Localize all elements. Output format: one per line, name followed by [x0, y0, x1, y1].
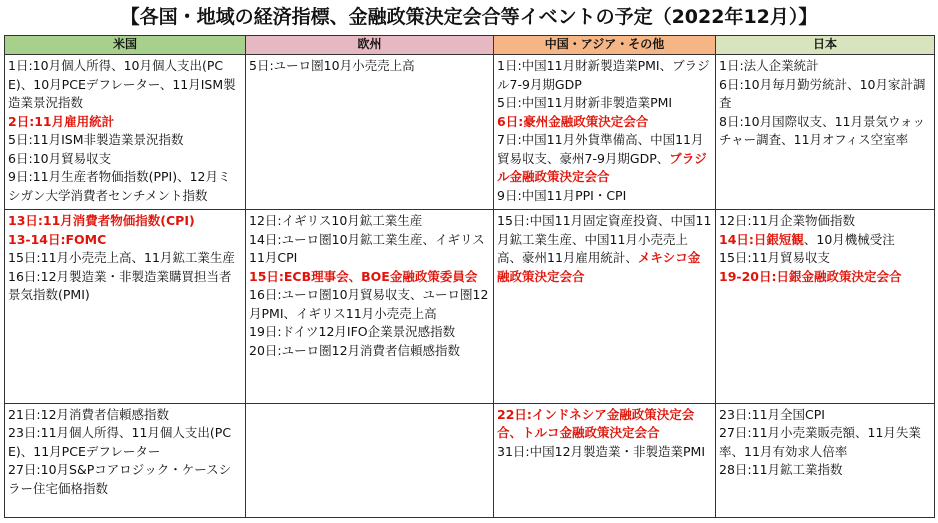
event-text: 6日:10月毎月勤労統計、10月家計調査: [719, 76, 926, 110]
event-text: 12日:イギリス10月鉱工業生産: [249, 213, 423, 228]
event-text: 2日:11月雇用統計: [8, 113, 115, 129]
event-item: [719, 57, 931, 76]
event-item: [8, 249, 242, 268]
event-item: [249, 323, 490, 342]
header-row: [5, 36, 935, 55]
column-header-us: 米国: [5, 36, 246, 55]
event-text: 21日:12月消費者信頼感指数: [8, 406, 170, 422]
event-item: [8, 231, 242, 250]
event-text: 6日:豪州金融政策決定会合: [497, 113, 649, 129]
cell-japan: [716, 403, 935, 518]
event-item: [719, 406, 931, 425]
event-text: 13-14日:FOMC: [8, 231, 107, 247]
event-item: [8, 461, 242, 498]
event-text: 12日:11月企業物価指数: [719, 213, 856, 228]
event-item: [249, 57, 490, 76]
event-text: 28日:11月鉱工業指数: [719, 462, 843, 477]
event-text: 1日:中国11月財新製造業PMI、ブラジル7-9月期GDP: [497, 58, 710, 92]
event-text: 20日:ユーロ圏12月消費者信頼感指数: [249, 342, 461, 358]
event-item: [719, 212, 931, 231]
event-text: 31日:中国12月製造業・非製造業PMI: [497, 443, 706, 459]
event-item: [249, 286, 490, 323]
page-title: 【各国・地域の経済指標、金融政策決定会合等イベントの予定（2022年12月）】: [120, 6, 818, 28]
event-item: [497, 131, 712, 187]
event-item: [719, 268, 931, 287]
column-header-china-asia-other: 中国・アジア・その他: [494, 36, 716, 55]
event-text: 5日:ユーロ圏10月小売売上高: [249, 58, 415, 73]
event-item: [8, 212, 242, 231]
event-text: 16日:12月製造業・非製造業購買担当者景気指数(PMI): [8, 268, 232, 302]
event-text: 8日:10月国際収支、11月景気ウォッチャー調査、11月オフィス空室率: [719, 113, 925, 147]
cell-china-asia-other: [494, 403, 716, 518]
event-text: 7日:中国11月外貨準備高、中国11月貿易収支、豪州7-9月期GDP、: [497, 132, 704, 166]
event-schedule-table: [4, 35, 935, 518]
event-item: [8, 57, 242, 113]
event-text: 19日:ドイツ12月IFO企業景況感指数: [249, 324, 456, 339]
event-item: [8, 150, 242, 169]
event-item: [719, 76, 931, 113]
event-text: 14日:日銀短観: [719, 231, 804, 247]
table-row: [5, 55, 935, 210]
event-text: 15日:ECB理事会、BOE金融政策委員会: [249, 268, 478, 284]
event-text: 27日:11月小売業販売額、11月失業率、11月有効求人倍率: [719, 425, 921, 459]
event-text: 5日:11月ISM非製造業景況指数: [8, 132, 184, 147]
event-item: [497, 406, 712, 443]
event-item: [497, 443, 712, 462]
table-row: [5, 403, 935, 518]
cell-japan: [716, 55, 935, 210]
cell-china-asia-other: [494, 55, 716, 210]
event-highlight-text: ブラジル金融政策決定会合: [497, 150, 707, 184]
event-text: 14日:ユーロ圏10月鉱工業生産、イギリス11月CPI: [249, 231, 485, 265]
cell-us: [5, 210, 246, 404]
cell-china-asia-other: [494, 210, 716, 404]
event-text: 23日:11月個人所得、11月個人支出(PCE)、11月PCEデフレーター: [8, 425, 232, 459]
event-text: 9日:中国11月PPI・CPI: [497, 187, 627, 203]
cell-europe: [246, 55, 494, 210]
event-item: [719, 231, 931, 250]
event-item: [497, 212, 712, 286]
event-text: 13日:11月消費者物価指数(CPI): [8, 213, 195, 228]
event-text: 9日:11月生産者物価指数(PPI)、12月ミシガン大学消費者センチメント指数: [8, 169, 231, 203]
event-item: [497, 113, 712, 132]
event-item: [8, 424, 242, 461]
event-item: [249, 212, 490, 231]
event-item: [8, 131, 242, 150]
event-item: [249, 268, 490, 287]
event-text: 16日:ユーロ圏10月貿易収支、ユーロ圏12月PMI、イギリス11月小売売上高: [249, 287, 489, 321]
event-text: 27日:10月S&Pコアロジック・ケースシラー住宅価格指数: [8, 462, 232, 496]
event-item: [8, 168, 242, 205]
event-text: 1日:10月個人所得、10月個人支出(PCE)、10月PCEデフレーター、11月ISM製造業景況指数: [8, 58, 236, 110]
column-header-japan: 日本: [716, 36, 935, 55]
event-text: 1日:法人企業統計: [719, 58, 819, 73]
event-item: [719, 249, 931, 268]
cell-europe: [246, 403, 494, 518]
table-row: [5, 210, 935, 404]
cell-us: [5, 55, 246, 210]
column-header-europe: 欧州: [246, 36, 494, 55]
event-item: [497, 57, 712, 94]
event-text-rest: 、10月機械受注: [803, 231, 895, 247]
event-text: 5日:中国11月財新非製造業PMI: [497, 95, 673, 110]
event-text: 23日:11月全国CPI: [719, 406, 825, 422]
event-text: 15日:11月小売売上高、11月鉱工業生産: [8, 250, 235, 265]
event-item: [719, 461, 931, 480]
event-item: [249, 342, 490, 361]
event-item: [497, 94, 712, 113]
event-text: 6日:10月貿易収支: [8, 150, 112, 166]
event-highlight-text: メキシコ金融政策決定会合: [497, 250, 701, 284]
event-text: 15日:11月貿易収支: [719, 250, 831, 265]
event-item: [8, 113, 242, 132]
event-text: 19-20日:日銀金融政策決定会合: [719, 268, 902, 284]
event-text: 15日:中国11月固定資産投資、中国11月鉱工業生産、中国11月小売売上高、豪州11月雇用統計、: [497, 213, 712, 265]
event-text: 22日:インドネシア金融政策決定会合、トルコ金融政策決定会合: [497, 406, 695, 440]
event-item: [497, 187, 712, 206]
cell-europe: [246, 210, 494, 404]
event-item: [719, 113, 931, 150]
event-item: [719, 424, 931, 461]
cell-us: [5, 403, 246, 518]
event-item: [249, 231, 490, 268]
cell-japan: [716, 210, 935, 404]
event-item: [8, 268, 242, 305]
event-item: [8, 406, 242, 425]
